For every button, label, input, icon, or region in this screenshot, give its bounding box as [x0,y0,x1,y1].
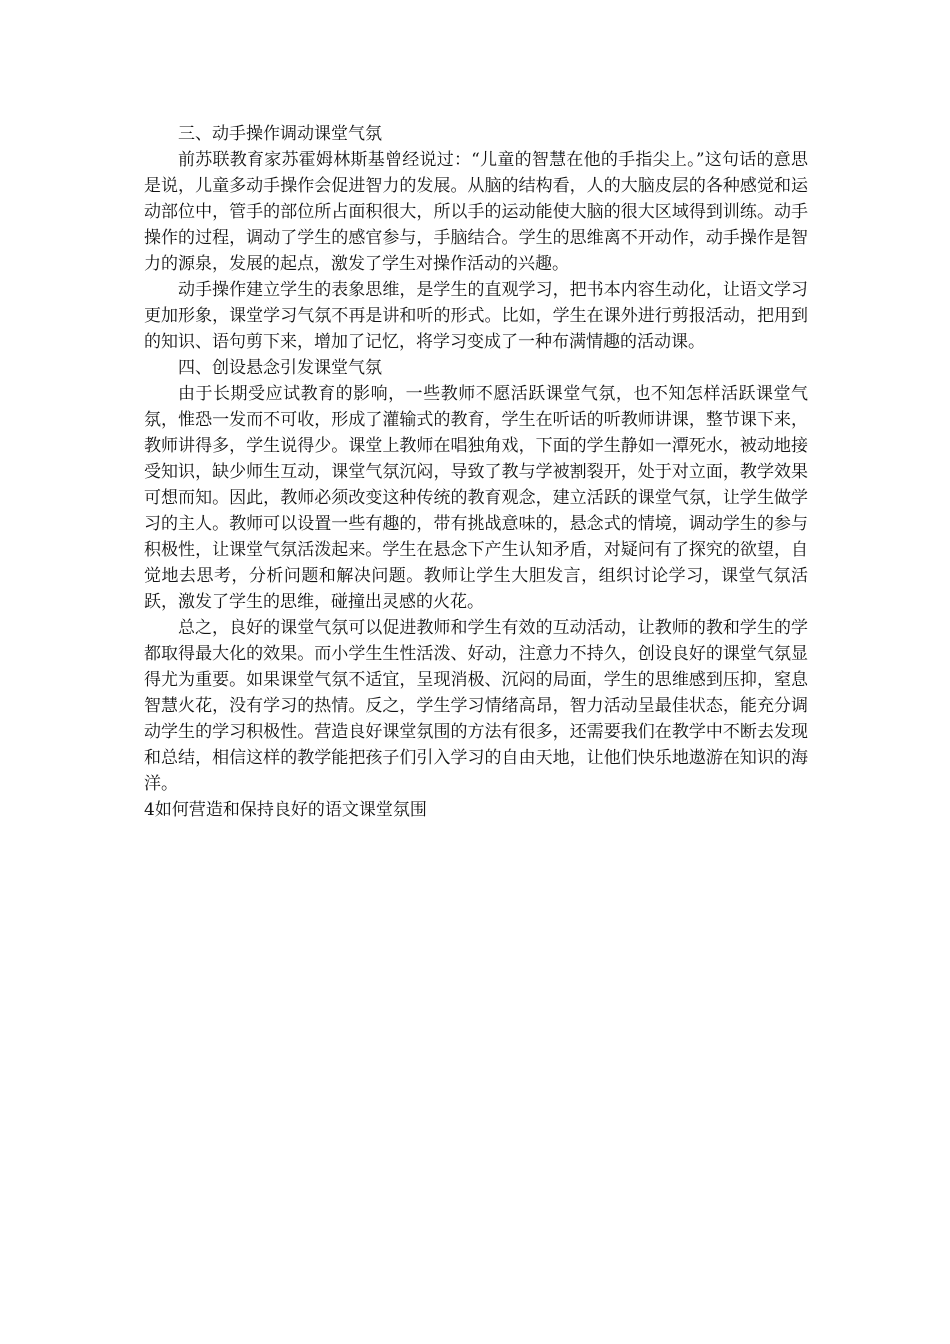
paragraph-3: 由于长期受应试教育的影响，一些教师不愿活跃课堂气氛，也不知怎样活跃课堂气氛，惟恐一发而不可收，形成了灌输式的教育，学生在听话的听教师讲课，整节课下来，教师讲得多，学生说得少。课堂上教师在唱独角戏，下面的学生静如一潭死水，被动地接受知识，缺少师生互动，课堂气氛沉闷，导致了教与学被割裂开，处于对立面，教学效果可想而知。因此，教师必须改变这种传统的教育观念，建立活跃的课堂气氛，让学生做学习的主人。教师可以设置一些有趣的，带有挑战意味的，悬念式的情境，调动学生的参与积极性，让课堂气氛活泼起来。学生在悬念下产生认知矛盾，对疑问有了探究的欲望，自觉地去思考，分析问题和解决问题。教师让学生大胆发言，组织讨论学习，课堂气氛活跃，激发了学生的思维，碰撞出灵感的火花。 [144,384,808,612]
section-title: 4如何营造和保持良好的语文课堂氛围 [144,800,427,820]
document-body [144,121,808,823]
paragraph-1: 前苏联教育家苏霍姆林斯基曾经说过：“儿童的智慧在他的手指尖上。”这句话的意思是说，儿童多动手操作会促进智力的发展。从脑的结构看，人的大脑皮层的各种感觉和运动部位中，管手的部位所占面积很大，所以手的运动能使大脑的很大区域得到训练。动手操作的过程，调动了学生的感官参与，手脑结合。学生的思维离不开动作，动手操作是智力的源泉，发展的起点，激发了学生对操作活动的兴趣。 [144,150,808,274]
paragraph-4: 总之，良好的课堂气氛可以促进教师和学生有效的互动活动，让教师的教和学生的学都取得最大化的效果。而小学生生性活泼、好动，注意力不持久，创设良好的课堂气氛显得尤为重要。如果课堂气氛不适宜，呈现消极、沉闷的局面，学生的思维感到压抑，窒息智慧火花，没有学习的热情。反之，学生学习情绪高昂，智力活动呈最佳状态，能充分调动学生的学习积极性。营造良好课堂氛围的方法有很多，还需要我们在教学中不断去发现和总结，相信这样的教学能把孩子们引入学习的自由天地，让他们快乐地遨游在知识的海洋。 [144,618,808,794]
paragraph-2: 动手操作建立学生的表象思维，是学生的直观学习，把书本内容生动化，让语文学习更加形象，课堂学习气氛不再是讲和听的形式。比如，学生在课外进行剪报活动，把用到的知识、语句剪下来，增加了记忆，将学习变成了一种布满情趣的活动课。 [144,280,808,352]
section-heading-4: 四、创设悬念引发课堂气氛 [178,358,382,378]
section-heading-3: 三、动手操作调动课堂气氛 [178,124,382,144]
